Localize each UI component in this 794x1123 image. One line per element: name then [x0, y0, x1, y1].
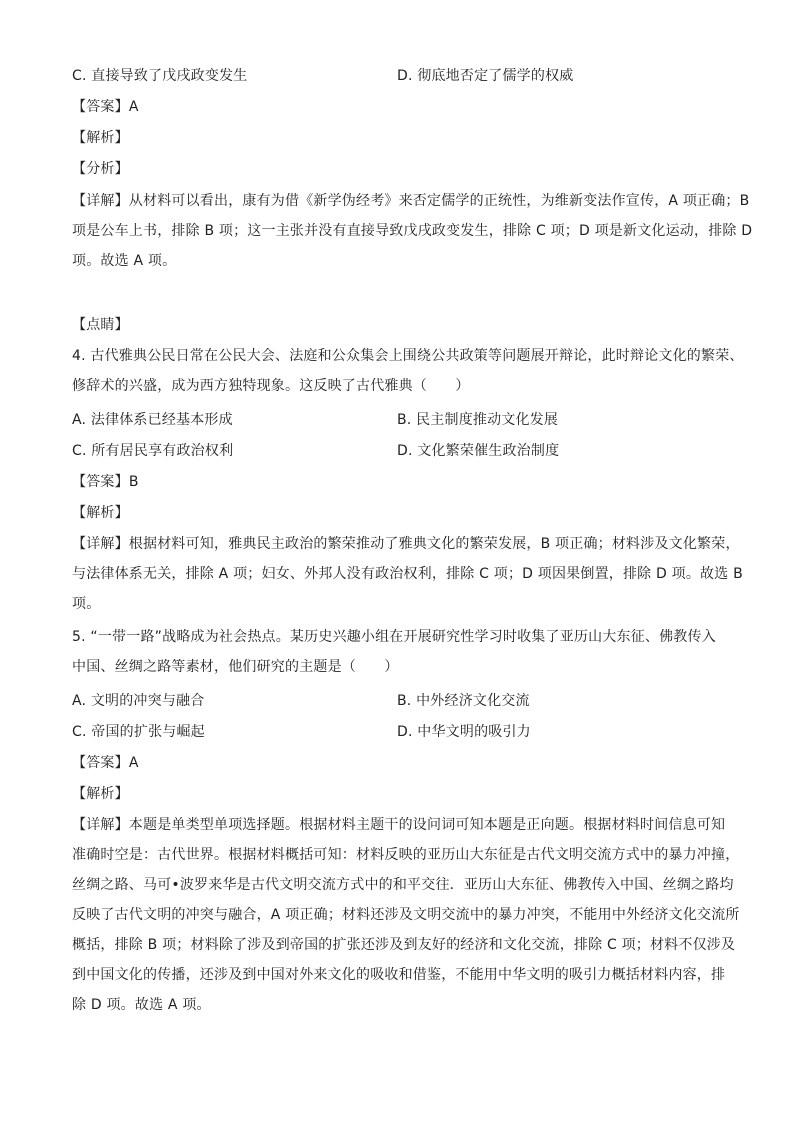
detail-line: 概括，排除 B 项；材料除了涉及到帝国的扩张还涉及到友好的经济和文化交流，排除 C 项；材料不仅涉及 — [72, 937, 736, 953]
q3-detail — [72, 186, 753, 276]
detail-line: 【详解】根据材料可知，雅典民主政治的繁荣推动了雅典文化的繁荣发展，B 项正确；材料涉及文化繁荣， — [72, 536, 740, 552]
detail-line: 准确时空是：古代世界。根据材料概括可知：材料反映的亚历山大东征是古代文明交流方式中的暴力冲撞， — [72, 847, 740, 863]
answer-value: B — [128, 474, 139, 490]
q4-answer — [72, 472, 139, 492]
q3-option-d: D. 彻底地否定了儒学的权威 — [397, 68, 574, 84]
detail-line: 【详解】本题是单类型单项选择题。根据材料主题干的设问词可知本题是正向题。根据材料时间信息可知 — [72, 817, 726, 833]
stem-line: 中国、丝绸之路等素材，他们研究的主题是（ ） — [72, 659, 399, 675]
q4-detail — [72, 529, 743, 619]
q4-option-d: D. 文化繁荣催生政治制度 — [397, 443, 560, 459]
q4-option-a: A. 法律体系已经基本形成 — [72, 412, 233, 428]
detail-line: 项。 — [72, 596, 101, 612]
answer-label: 【答案】 — [72, 99, 129, 115]
answer-label: 【答案】 — [72, 474, 129, 490]
q4-option-b: B. 民主制度推动文化发展 — [397, 412, 559, 428]
detail-line: 到中国文化的传播，还涉及到中国对外来文化的吸收和借鉴，不能用中华文明的吸引力概括材料内容，排 — [72, 967, 726, 983]
q3-analysis-label: 【解析】 — [72, 130, 129, 146]
stem-line: 5. “一带一路”战略成为社会热点。某历史兴趣小组在开展研究性学习时收集了亚历山大东征、佛教传入 — [72, 629, 716, 645]
q5-stem — [72, 622, 732, 682]
q3-answer — [72, 97, 139, 117]
q4-option-c: C. 所有居民享有政治权利 — [72, 443, 234, 459]
q5-option-c: C. 帝国的扩张与崛起 — [72, 724, 205, 740]
q5-option-a: A. 文明的冲突与融合 — [72, 693, 205, 709]
q4-stem — [72, 341, 744, 401]
stem-line: 4. 古代雅典公民日常在公民大会、法庭和公众集会上围绕公共政策等问题展开辩论，此时辩论文化的繁荣、 — [72, 348, 744, 364]
q3-fenxi-label: 【分析】 — [72, 161, 129, 177]
q5-detail — [72, 810, 740, 1020]
detail-line: 与法律体系无关，排除 A 项；妇女、外邦人没有政治权利，排除 C 项；D 项因果倒置，排除 D 项。故选 B — [72, 566, 743, 582]
detail-line: 反映了古代文明的冲突与融合，A 项正确；材料还涉及文明交流中的暴力冲突，不能用中外经济文化交流所 — [72, 907, 740, 923]
answer-value: A — [128, 99, 139, 115]
detail-line: 除 D 项。故选 A 项。 — [72, 997, 211, 1013]
q4-analysis-label: 【解析】 — [72, 505, 129, 521]
q5-option-b: B. 中外经济文化交流 — [397, 693, 530, 709]
q3-dianjing-label: 【点睛】 — [72, 317, 129, 333]
answer-value: A — [128, 755, 139, 771]
answer-label: 【答案】 — [72, 755, 129, 771]
q5-option-d: D. 中华文明的吸引力 — [397, 724, 531, 740]
detail-line: 项。故选 A 项。 — [72, 253, 177, 269]
detail-line: 【详解】从材料可以看出，康有为借《新学伪经考》来否定儒学的正统性，为维新变法作宣传，A 项正确；B — [72, 193, 750, 209]
q5-answer — [72, 753, 139, 773]
q5-analysis-label: 【解析】 — [72, 786, 129, 802]
detail-line: 丝绸之路、马可•波罗来华是古代文明交流方式中的和平交往．亚历山大东征、佛教传入中国、丝绸之路均 — [72, 877, 734, 893]
detail-line: 项是公车上书，排除 B 项；这一主张并没有直接导致戊戌政变发生，排除 C 项；D 项是新文化运动，排除 D — [72, 223, 753, 239]
q3-option-c: C. 直接导致了戊戌政变发生 — [72, 68, 248, 84]
stem-line: 修辞术的兴盛，成为西方独特现象。这反映了古代雅典（ ） — [72, 378, 470, 394]
